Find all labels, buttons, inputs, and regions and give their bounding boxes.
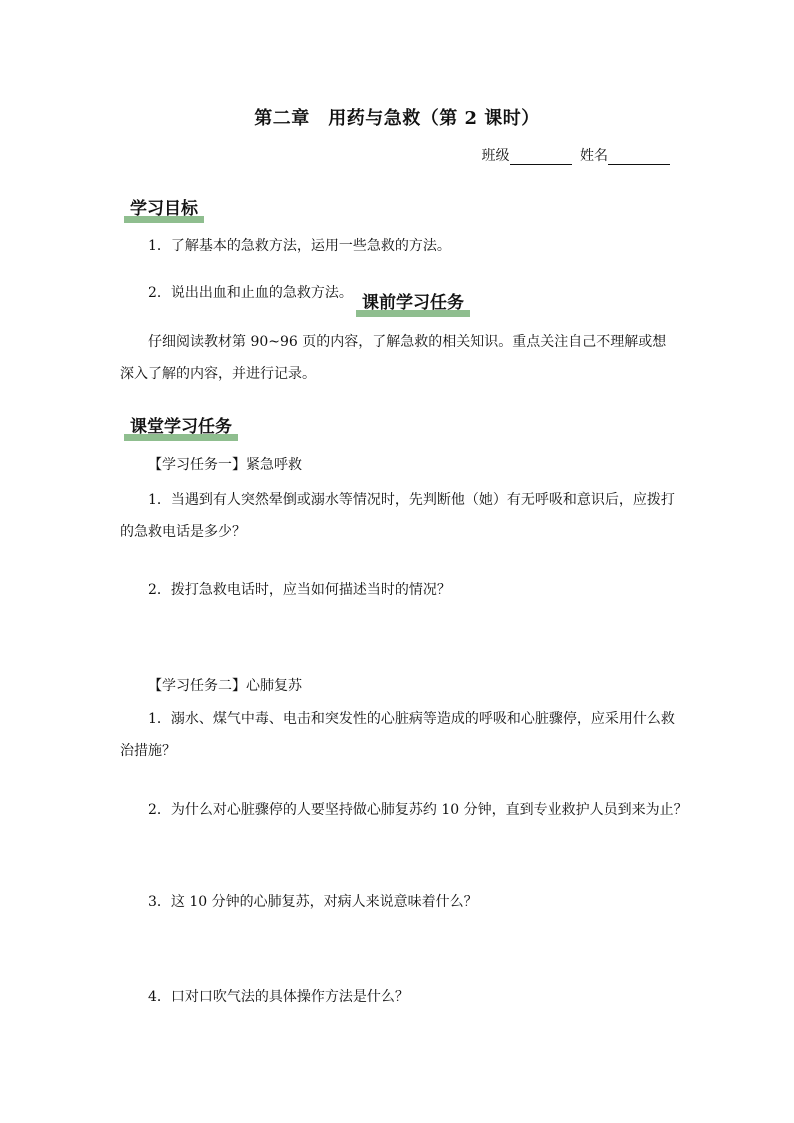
name-blank[interactable] bbox=[608, 150, 670, 165]
task2-question-2: 2．为什么对心脏骤停的人要坚持做心肺复苏约 10 分钟，直到专业救护人员到来为止？ bbox=[148, 802, 688, 818]
task2-question-1: 1．溺水、煤气中毒、电击和突发性的心脏病等造成的呼吸和心脏骤停，应采用什么救治措施？ bbox=[120, 711, 675, 759]
page-title: 第二章 用药与急救（第 2 课时） bbox=[254, 108, 540, 129]
task2-question-3: 3．这 10 分钟的心肺复苏，对病人来说意味着什么？ bbox=[148, 894, 478, 910]
task1-title: 【学习任务一】紧急呼救 bbox=[148, 457, 302, 473]
task2-question-4: 4．口对口吹气法的具体操作方法是什么？ bbox=[148, 989, 409, 1005]
goal-item-1: 1．了解基本的急救方法，运用一些急救的方法。 bbox=[148, 238, 451, 254]
task2-title: 【学习任务二】心肺复苏 bbox=[148, 678, 302, 694]
section-heading-pre-class-task: 课前学习任务 bbox=[356, 288, 470, 314]
goal-item-2: 2．说出出血和止血的急救方法。 bbox=[148, 285, 353, 301]
class-name-fields bbox=[482, 145, 674, 165]
task1-question-2: 2．拨打急救电话时，应当如何描述当时的情况？ bbox=[148, 582, 451, 598]
class-label: 班级 bbox=[481, 148, 510, 164]
pre-class-task-text: 仔细阅读教材第 90~96 页的内容，了解急救的相关知识。重点关注自己不理解或想深入了解的内容，并进行记录。 bbox=[120, 334, 667, 382]
class-blank[interactable] bbox=[510, 150, 572, 165]
section-heading-in-class-task: 课堂学习任务 bbox=[124, 412, 238, 438]
section-heading-learning-goals: 学习目标 bbox=[124, 194, 204, 220]
task1-question-1: 1．当遇到有人突然晕倒或溺水等情况时，先判断他（她）有无呼吸和意识后，应拨打的急救电话是多少？ bbox=[120, 492, 675, 540]
name-label: 姓名 bbox=[580, 148, 608, 164]
